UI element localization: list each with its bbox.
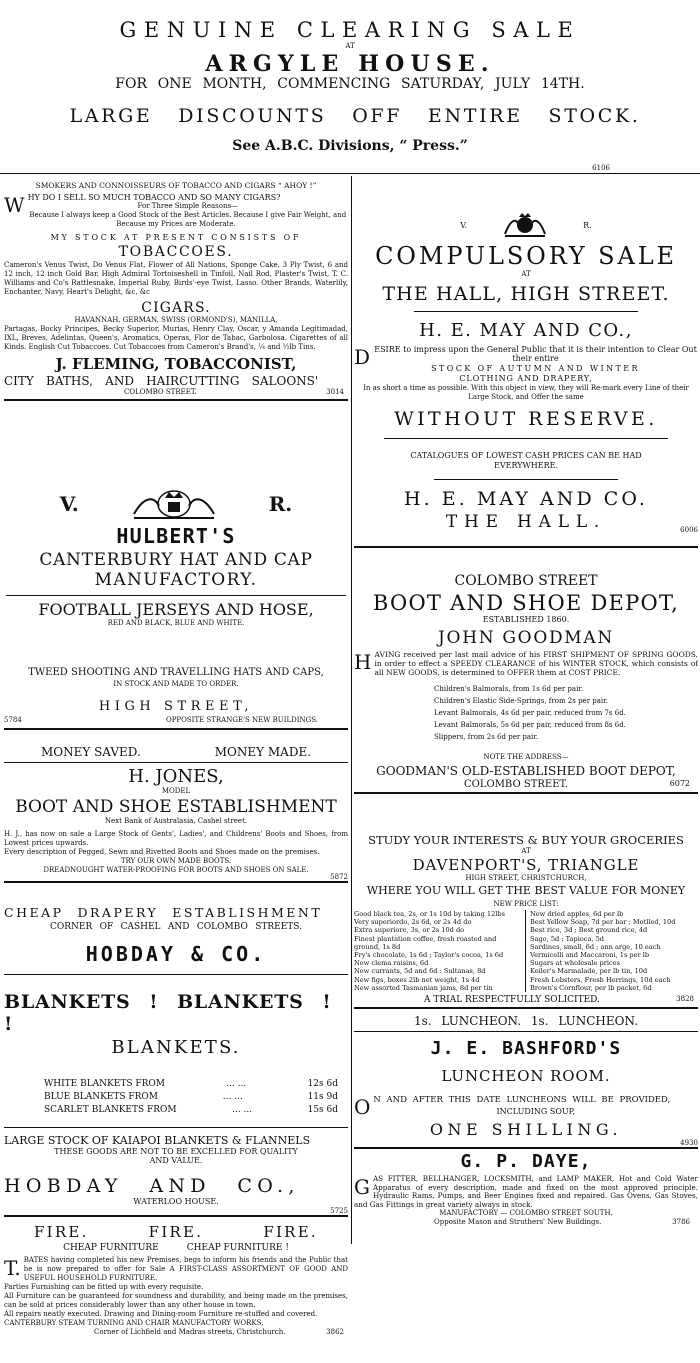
davenport-ad (354, 833, 698, 1011)
list-item: Levant Balmorals, 5s 6d per pair, reduced from 8s 6d. (434, 721, 626, 729)
reasons-title: For Three Simple Reasons— (137, 202, 239, 210)
list-item: Very superiordo, 2s 6d, or 2s 4d do (354, 918, 472, 927)
ad-number: 5872 (330, 873, 348, 881)
left-column (4, 176, 348, 1336)
hulbert-ad (4, 485, 348, 661)
ad-number: 6072 (669, 779, 690, 788)
price-label: WHITE BLANKETS FROM (44, 1079, 165, 1089)
boot-shoe-depot: BOOT AND SHOE DEPOT, (372, 591, 680, 615)
boot-shoe-establishment: BOOT AND SHOE ESTABLISHMENT (15, 797, 337, 817)
hulberts-title: HULBERT'S (116, 524, 236, 548)
cheap-furniture: CHEAP FURNITURE (63, 1243, 159, 1253)
high-street: HIGH STREET, (98, 699, 254, 714)
goodman-ad (354, 573, 698, 831)
kaiapoi-line: LARGE STOCK OF KAIAPOI BLANKETS & FLANNELS (4, 1134, 311, 1147)
fire-furniture-ad (4, 1223, 348, 1363)
jones-ad (4, 745, 348, 903)
city-baths: CITY BATHS, AND HAIRCUTTING SALOONS' (4, 374, 319, 388)
tobaccoes-title: TOBACCOES. (118, 244, 234, 260)
list-item: Children's Elastic Side-Springs, from 2s per pair. (434, 697, 608, 705)
blanket-price-list (4, 1078, 348, 1117)
hobday-ad (4, 905, 348, 1220)
goodman-price-list (354, 683, 698, 743)
price-label: SCARLET BLANKETS FROM (44, 1105, 177, 1115)
price-row (44, 1091, 338, 1104)
argyle-house-title: ARGYLE HOUSE. (205, 51, 495, 77)
note-address: NOTE THE ADDRESS— (483, 753, 569, 761)
football-jerseys: FOOTBALL JERSEYS AND HOSE, (38, 600, 314, 619)
list-item: Slippers, from 2s 6d per pair. (434, 733, 539, 741)
goods-line-1: THESE GOODS ARE NOT TO BE EXCELLED FOR QUALITY (54, 1147, 298, 1156)
dreadnought: DREADNOUGHT WATER-PROOFING FOR BOOTS AND SHOES ON SALE. (43, 866, 309, 874)
cigar-list: Partagas, Bocky Principes, Becky Superior, Murias, Henry Clay, Oscar, y Amanda Legitimadad, IXL, Breves, Adelintas, Queen's, Aromatics, Operas, Flor de Tabac, Garbolosa. Cigarettes of all Kinds. English Cut Tobaccoes. Cut Tobaccoes from Cameron's Brand's, ¼ and ½lb Tins. (4, 325, 348, 351)
hobday-name-2: HOBDAY AND CO., (4, 1175, 300, 1197)
daye-ad (354, 1151, 698, 1241)
list-item: Extra superiore, 3s, or 2s 10d do (354, 926, 465, 935)
fire-word: FIRE. (263, 1223, 318, 1241)
list-item: Children's Balmorals, from 1s 6d per pair. (434, 685, 584, 693)
waterloo-house: WATERLOO HOUSE. (133, 1197, 219, 1206)
column-divider (351, 176, 352, 1244)
list-item: Sugars at wholesale prices (530, 959, 620, 968)
goods-line-2: AND VALUE. (149, 1156, 203, 1165)
model-label: MODEL (161, 787, 191, 795)
list-item: Best rice, 3d ; Best ground rice, 4d (530, 926, 648, 935)
stock-line: MY STOCK AT PRESENT CONSISTS OF (50, 233, 302, 242)
having-received: AVING received per last mail advice of his FIRST SHIPMENT OF SPRING GOODS, in order to effect a SPEEDY CLEARANCE of his WINTER STOCK, which consists of all NEW GOODS, is determined to OFFER them at COST PRICE. (374, 650, 698, 677)
may-name: H. E. MAY AND CO., (419, 320, 633, 341)
manufactory-colombo: MANUFACTORY — COLOMBO STREET SOUTH, (439, 1209, 613, 1218)
price-row (44, 1078, 338, 1091)
list-item: Vermicelli and Maccaroni, 1s per lb (530, 951, 650, 960)
fire-word: FIRE. (34, 1223, 89, 1241)
why-line: HY DO I SELL SO MUCH TOBACCO AND SO MANY CIGARS? (27, 193, 281, 202)
dropcap-d: D (354, 345, 371, 369)
price-dots: ... ... (232, 1105, 253, 1115)
tobacco-ad (4, 181, 348, 481)
opposite-mason: Opposite Mason and Struthers' New Buildings. (434, 1218, 602, 1227)
everywhere-line: EVERYWHERE. (494, 461, 558, 470)
price-value: 15s 6d (307, 1105, 338, 1115)
reasons-text: Because I always keep a Good Stock of the Best Articles. Because I give Fair Weight, and Because my Prices are Moderate. (29, 211, 347, 228)
price-dots: ... ... (222, 1092, 243, 1102)
ad-number: 6006 (680, 526, 698, 534)
right-column (354, 176, 698, 1247)
opposite-strange: OPPOSITE STRANGE'S NEW BUILDINGS. (165, 716, 318, 724)
dropcap-w: W (4, 193, 25, 217)
study-interests: STUDY YOUR INTERESTS & BUY YOUR GROCERIES (368, 833, 684, 847)
the-hall: THE HALL. (445, 512, 607, 532)
best-value: WHERE YOU WILL GET THE BEST VALUE FOR MONEY (366, 884, 686, 897)
list-item: Keiler's Marmalade, per lb tin, 10d (530, 967, 648, 976)
money-saved: MONEY SAVED. (40, 745, 141, 759)
list-item: New dried apples, 6d per lb (530, 910, 624, 918)
cheap-furniture-2: CHEAP FURNITURE ! (186, 1243, 289, 1253)
bashfords-title: J. E. BASHFORD'S (430, 1038, 622, 1059)
davenports-triangle: DAVENPORT'S, TRIANGLE (412, 856, 640, 874)
hobday-title: HOBDAY & CO. (85, 942, 267, 966)
new-price-list: NEW PRICE LIST: (493, 900, 559, 908)
corner-lichfield: Corner of Lichfield and Madras streets, Christchurch. (94, 1328, 286, 1336)
vr-v: V. (460, 220, 468, 230)
dropcap-h: H (354, 650, 372, 674)
ad-number: 3862 (326, 1328, 344, 1336)
ad-number: 6106 (592, 164, 610, 172)
price-value: 12s 6d (307, 1079, 338, 1089)
smokers-heading: SMOKERS AND CONNOISSEURS OF TOBACCO AND CIGARS “ AHOY !” (35, 181, 317, 190)
tweed-line: TWEED SHOOTING AND TRAVELLING HATS AND CAPS, (28, 667, 324, 678)
in-stock-line: IN STOCK AND MADE TO ORDER. (113, 680, 239, 688)
list-item: Sardines, small, 6d ; ann arge, 10 each (530, 942, 661, 951)
trial-solicited: A TRIAL RESPECTFULLY SOLICITED. (424, 995, 600, 1006)
old-established: GOODMAN'S OLD-ESTABLISHED BOOT DEPOT, (376, 764, 676, 778)
compulsory-sale: COMPULSORY SALE (375, 242, 677, 270)
vr-v: V. (59, 492, 79, 516)
list-item: Fresh Lobsters, Fresh Herrings, 10d each (530, 975, 671, 984)
price-label: BLUE BLANKETS FROM (44, 1092, 159, 1102)
hat-cap-line: CANTERBURY HAT AND CAP (39, 550, 313, 570)
autumn-winter: STOCK OF AUTUMN AND WINTER (431, 364, 640, 373)
jones-name: H. JONES, (128, 766, 224, 787)
daye-title: G. P. DAYE, (460, 1151, 592, 1172)
dropcap-g: G (354, 1175, 370, 1199)
the-hall-high-street: THE HALL, HIGH STREET. (382, 283, 670, 305)
fire-p1: BATES having completed his new Premises, begs to inform his friends and the Public that he is now prepared to offer for Sale A FIRST-CLASS ASSORTMENT OF GOOD AND USEFUL HOUSEHOLD FURNITURE. (23, 1256, 348, 1282)
royal-crest-icon (129, 486, 219, 522)
cigars-title: CIGARS. (141, 300, 211, 316)
fleming-name: J. FLEMING, TOBACCONIST, (55, 355, 297, 373)
established: ESTABLISHED 1860. (482, 615, 570, 624)
list-item: Finest plantation coffee, fresh roasted and ground, 1s 8d (354, 934, 497, 951)
fire-word: FIRE. (148, 1223, 204, 1241)
fire-p2: Parties Furnishing can be fitted up with every requisite. (4, 1283, 204, 1291)
gas-fitter-text: AS FITTER, BELLHANGER, LOCKSMITH, and LAMP MAKER, Hot and Cold Water Apparatus of every description, made and fixed on the most approved principle. Hydraulic Rams, Pumps, and Beer Engines fixed and repaired. Gas Ovens, Gas Stoves, and Gas Fittings in great variety always in stock. (354, 1174, 698, 1209)
list-item: New currants, 5d and 6d : Sultanas, 8d (354, 967, 486, 976)
list-item: New assorted Tasmanian jams, 8d per tin (354, 983, 493, 992)
price-row (44, 1104, 338, 1117)
may-name-2: H. E. MAY AND CO. (404, 488, 648, 510)
colombo-street: COLOMBO STREET. (464, 779, 568, 790)
at-label: AT (521, 270, 531, 278)
clothing-drapery: CLOTHING AND DRAPERY, (459, 374, 593, 383)
fire-p4: All repairs neatly executed. Drawing and Dining-room Furniture re-stuffed and covered. (4, 1310, 318, 1318)
hulbert-ad-lower (4, 667, 348, 741)
one-month-line: FOR ONE MONTH, COMMENCING SATURDAY, JULY 14TH. (115, 76, 585, 92)
ad-number: 3828 (676, 995, 694, 1004)
bashford-ad (354, 1014, 698, 1147)
jones-p2: Every description of Pegged, Sewn and Rivetted Boots and Shoes made on the premises. (4, 848, 320, 856)
at-label: AT (521, 847, 531, 855)
luncheon-room: LUNCHEON ROOM. (441, 1067, 611, 1085)
argyle-house-ad (0, 0, 700, 174)
jones-p1: H. J., has now on sale a Large Stock of Gents', Ladies', and Childrens' Boots and Shoes, from Lowest prices upwards. (4, 830, 348, 847)
high-street-christchurch: HIGH STREET, CHRISTCHURCH, (465, 874, 587, 882)
tobacco-list: Cameron's Venus Twist, Do Venus Flat, Flower of All Nations, Sponge Cake, 3 Ply Twist, 6 and 12 inch, 12 inch Gold Bar, High Admiral Tortoiseshell in Tinfoil, Nail Rod, Plaster's Twist, T. C. Williams and Co's Rattlesnake, Imperial Ruby, Birds'-eye Twist, Lasso. Other Brands, Waterlily, Enchanter, Navy, Heart's Delight, &c, &c (4, 261, 348, 296)
try-boots: TRY OUR OWN MADE BOOTS. (120, 857, 232, 865)
grocery-price-list (354, 910, 698, 992)
ad-number: 4930 (680, 1139, 698, 1147)
luncheon-top: 1s. LUNCHEON. 1s. LUNCHEON. (413, 1014, 639, 1028)
price-value: 11s 9d (307, 1092, 338, 1102)
vr-r: R. (583, 220, 592, 230)
ad-number: 3014 (326, 388, 344, 396)
list-item: Fry's chocolate, 1s 6d ; Taylor's cocoa, 1s 6d (354, 951, 504, 960)
ad-number: 3786 (672, 1218, 690, 1227)
next-bank: Next Bank of Australasia, Cashel street. (104, 817, 248, 825)
dropcap-o: O (354, 1095, 371, 1119)
ad-number: 5725 (330, 1207, 348, 1215)
ad-number: 5784 (4, 716, 22, 724)
luncheon-provided: N AND AFTER THIS DATE LUNCHEONS WILL BE PROVIDED, (373, 1095, 671, 1105)
list-item: Good black tea, 2s, or 1s 10d by taking 12lbs (354, 910, 506, 918)
abc-divisions-line: See A.B.C. Divisions, “ Press.” (232, 138, 468, 154)
large-discounts-line: LARGE DISCOUNTS OFF ENTIRE STOCK. (69, 105, 641, 127)
list-item: New figs, boxes 2lb net weight, 1s 4d (354, 975, 480, 984)
desire-text: ESIRE to impress upon the General Public that it is their intention to Clear Out their entire (374, 345, 697, 363)
corner-streets: CORNER OF CASHEL AND COLOMBO STREETS. (49, 922, 302, 932)
list-item: Sago, 5d ; Tapioca, 5d (530, 934, 605, 943)
without-reserve: WITHOUT RESERVE. (394, 408, 658, 430)
blankets-line-2: BLANKETS. (111, 1037, 241, 1058)
cheap-drapery: CHEAP DRAPERY ESTABLISHMENT (4, 905, 323, 920)
list-item: Best Yellow Soap, 7d per bar ; Motlled, 10d (530, 918, 676, 927)
fire-p3: All Furniture can be guaranteed for soundness and durability, and being made on the premises, can be sold at prices considerably lower than any other house in town. (4, 1292, 348, 1309)
colombo-street-heading: COLOMBO STREET (454, 573, 598, 589)
vr-r: R. (268, 492, 293, 516)
manufactory-line: MANUFACTORY. (94, 570, 258, 590)
price-dots: ... ... (226, 1079, 247, 1089)
royal-crest-icon (503, 212, 547, 238)
may-ad (354, 210, 698, 565)
catalogues-line: CATALOGUES OF LOWEST CASH PRICES CAN BE HAD (410, 451, 642, 460)
list-item: New clema raisins, 6d (354, 959, 429, 968)
at-label: AT (345, 42, 355, 50)
genuine-clearing-sale: GENUINE CLEARING SALE (119, 18, 581, 42)
short-time: In as short a time as possible. With this object in view, they will Re-mark every Line of their Large Stock, and Offer the same (363, 384, 689, 401)
list-item: Brown's Cornflour, per lb packet, 6d (530, 983, 652, 992)
blankets-line: BLANKETS ! BLANKETS ! ! (4, 991, 332, 1035)
including-soup: INCLUDING SOUP, (496, 1107, 575, 1116)
jersey-colors: RED AND BLACK, BLUE AND WHITE. (107, 619, 245, 627)
money-made: MONEY MADE. (214, 745, 312, 759)
one-shilling: ONE SHILLING. (429, 1120, 623, 1139)
john-goodman: JOHN GOODMAN (438, 628, 614, 648)
works-line: CANTERBURY STEAM TURNING AND CHAIR MANUFACTORY WORKS, (4, 1319, 264, 1327)
colombo-street: COLOMBO STREET. (124, 388, 197, 396)
dropcap-t: T. (4, 1256, 21, 1280)
list-item: Levant Balmorals, 4s 6d per pair, reduced from 7s 6d. (434, 709, 626, 717)
cigar-origins: HAVANNAH, GERMAN, SWISS (ORMOND'S), MANILLA, (74, 316, 278, 324)
